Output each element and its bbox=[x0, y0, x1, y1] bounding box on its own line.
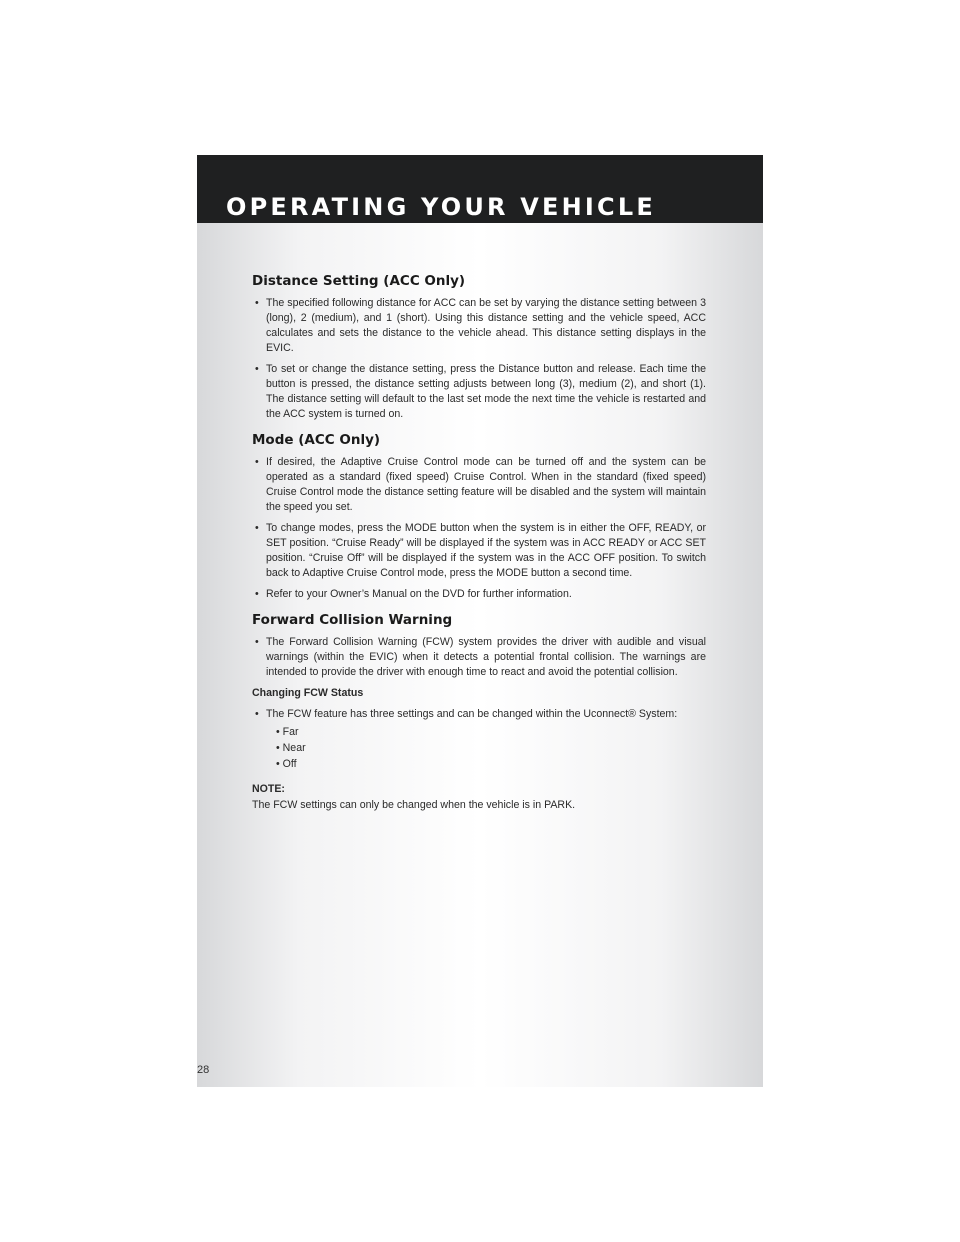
fcw-status-bullets bbox=[252, 707, 706, 722]
heading-distance-setting: Distance Setting (ACC Only) bbox=[252, 273, 466, 289]
bullet-item: • To set or change the distance setting, press the Distance button and release. Each time the button is pressed, the distance setting adjusts between long (3), medium (2), and short (1). The distance setting will default to the last set mode the next time the vehicle is restarted and the ACC system is turned on. bbox=[252, 362, 706, 422]
fcw-options-list bbox=[276, 724, 706, 772]
heading-mode: Mode (ACC Only) bbox=[252, 432, 381, 448]
bullet-item: • The Forward Collision Warning (FCW) system provides the driver with audible and visual warnings (within the EVIC) when it detects a potential frontal collision. The warnings are intended to provide the driver with enough time to react and avoid the potential collision. bbox=[252, 635, 706, 680]
fcw-option-near: • Near bbox=[276, 742, 306, 754]
distance-bullets bbox=[252, 296, 706, 422]
bullet-item: • To change modes, press the MODE button when the system is in either the OFF, READY, or SET position. “Cruise Ready” will be displayed if the system was in ACC READY or ACC SET position. “Cruise Off” will be displayed if the system was in the ACC OFF position. To switch back to Adaptive Cruise Control mode, press the MODE button a second time. bbox=[252, 521, 706, 581]
page-content bbox=[252, 273, 706, 813]
page-number: 28 bbox=[197, 1064, 210, 1076]
note-label: NOTE: bbox=[252, 783, 285, 795]
fcw-option-off: • Off bbox=[276, 758, 297, 770]
subheading-changing-fcw-status: Changing FCW Status bbox=[252, 687, 364, 699]
note-text: The FCW settings can only be changed when the vehicle is in PARK. bbox=[252, 799, 576, 811]
manual-page bbox=[197, 155, 763, 1087]
bullet-item: • The FCW feature has three settings and can be changed within the Uconnect® System: bbox=[252, 707, 706, 722]
fcw-option-far: • Far bbox=[276, 726, 299, 738]
fcw-bullets bbox=[252, 635, 706, 680]
section-header-bar bbox=[197, 155, 763, 223]
heading-forward-collision-warning: Forward Collision Warning bbox=[252, 612, 453, 628]
bullet-item: • Refer to your Owner’s Manual on the DVD for further information. bbox=[252, 587, 706, 602]
bullet-item: • The specified following distance for ACC can be set by varying the distance setting between 3 (long), 2 (medium), and 1 (short). Using this distance setting and the vehicle speed, ACC calculates and sets the distance to the vehicle ahead. This distance setting displays in the EVIC. bbox=[252, 296, 706, 356]
section-title: OPERATING YOUR VEHICLE bbox=[226, 193, 656, 221]
bullet-item: • If desired, the Adaptive Cruise Control mode can be turned off and the system can be operated as a standard (fixed speed) Cruise Control. When in the standard (fixed speed) Cruise Control mode the distance setting feature will be disabled and the system will maintain the speed you set. bbox=[252, 455, 706, 515]
mode-bullets bbox=[252, 455, 706, 602]
